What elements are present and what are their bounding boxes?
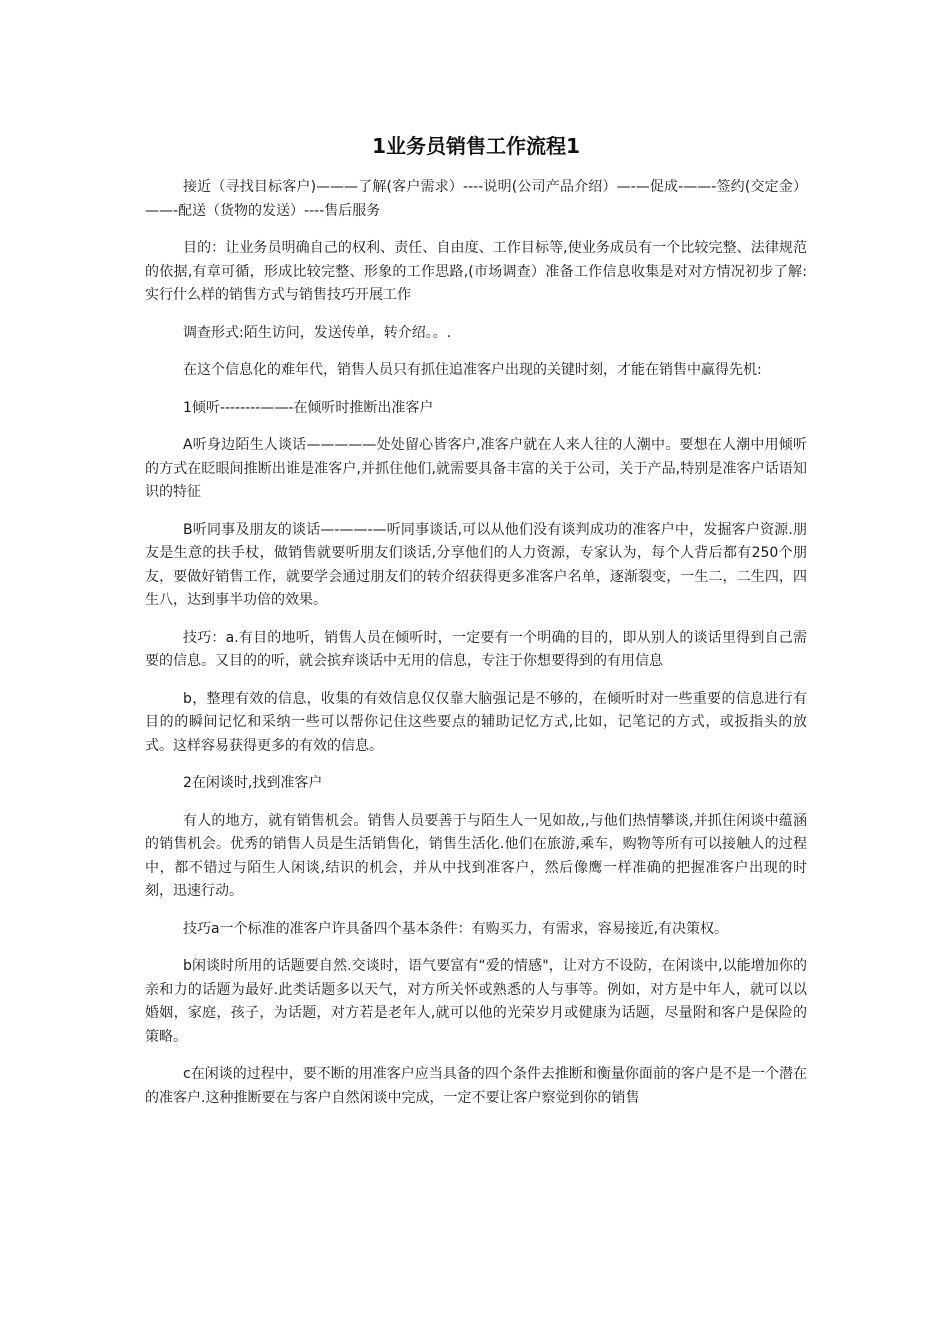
document-title: 1业务员销售工作流程1 xyxy=(372,134,580,158)
paragraph-tip-judge-prospect: c在闲谈的过程中，要不断的用准客户应当具备的四个条件去推断和衡量你面前的客户是不是一个潜在的准客户.这种推断要在与客户自然闲谈中完成，一定不要让客户察觉到你的销售 xyxy=(145,1066,807,1106)
paragraph-tip-four-conditions: 技巧a一个标准的准客户许具备四个基本条件：有购买力，有需求，容易接近,有决策权。 xyxy=(183,920,729,937)
paragraph-heading-listening: 1倾听--------——-在倾听时推断出准客户 xyxy=(183,399,434,416)
document-body xyxy=(145,132,807,1124)
paragraph-heading-chatting: 2在闲谈时,找到准客户 xyxy=(183,775,323,791)
paragraph-information-age: 在这个信息化的难年代，销售人员只有抓住追准客户出现的关键时刻，才能在销售中赢得先机: xyxy=(183,362,762,378)
paragraph-listen-strangers: A听身边陌生人谈话—————处处留心皆客户,准客户就在人来人往的人潮中。要想在人潮中用倾听的方式在眨眼间推断出谁是准客户,并抓住他们,就需要具备丰富的关于公司，关于产品,特别是准客户话语知识的特征 xyxy=(145,437,807,500)
paragraph-listen-colleagues: B听同事及朋友的谈话—-——-—听同事谈话,可以从他们没有谈判成功的准客户中，发掘客户资源.朋友是生意的扶手杖，做销售就要听朋友们谈话,分享他们的人力资源，专家认为，每个人背后都有250个朋友，要做好销售工作，就要学会通过朋友们的转介绍获得更多准客户名单，逐渐裂变，一生二，二生四，四生八，达到事半功倍的效果。 xyxy=(145,521,807,608)
paragraph-survey-form: 调查形式:陌生访问，发送传单，转介绍。。. xyxy=(183,324,452,341)
paragraph-tip-natural-topics: b闲谈时所用的话题要自然.交谈时，语气要富有“爱的情感"，让对方不设防，在闲谈中,以能增加你的亲和力的话题为最好.此类话题多以天气，对方所关怀或熟悉的人与事等。例如，对方是中年人，就可以以婚姻，家庭，孩子，为话题，对方若是老年人,就可以他的光荣岁月或健康为话题，尽量附和客户是保险的策略。 xyxy=(145,958,807,1045)
paragraph-sales-opportunity: 有人的地方，就有销售机会。销售人员要善于与陌生人一见如故,,与他们热情攀谈,并抓住闲谈中蕴涵的销售机会。优秀的销售人员是生活销售化，销售生活化.他们在旅游,乘车，购物等所有可以接触人的过程中，都不错过与陌生人闲谈,结识的机会，并从中找到准客户，然后像鹰一样准确的把握准客户出现的时刻，迅速行动。 xyxy=(145,812,807,899)
paragraph-purpose: 目的：让业务员明确自己的权利、责任、自由度、工作目标等,使业务成员有一个比较完整、法律规范的依据,有章可循，形成比较完整、形象的工作思路,(市场调查）准备工作信息收集是对对方情况初步了解:实行什么样的销售方式与销售技巧开展工作 xyxy=(145,240,807,303)
paragraph-tip-organize-info: b，整理有效的信息，收集的有效信息仅仅靠大脑强记是不够的，在倾听时对一些重要的信息进行有目的的瞬间记忆和采纳一些可以帮你记住这些要点的辅助记忆方式,比如，记笔记的方式，或扳指头的放式。这样容易获得更多的有效的信息。 xyxy=(145,690,807,754)
paragraph-tip-purposeful-listening: 技巧：a.有目的地听，销售人员在倾听时，一定要有一个明确的目的，即从别人的谈话里得到自己需要的信息。又目的的听，就会摈弃谈话中无用的信息，专注于你想要得到的有用信息 xyxy=(145,629,807,669)
paragraph-process-flow: 接近（寻找目标客户)———了解(客户需求）----说明(公司产品介绍）—-—促成-——-签约(交定金）——-配送（货物的发送）----售后服务 xyxy=(145,179,807,219)
